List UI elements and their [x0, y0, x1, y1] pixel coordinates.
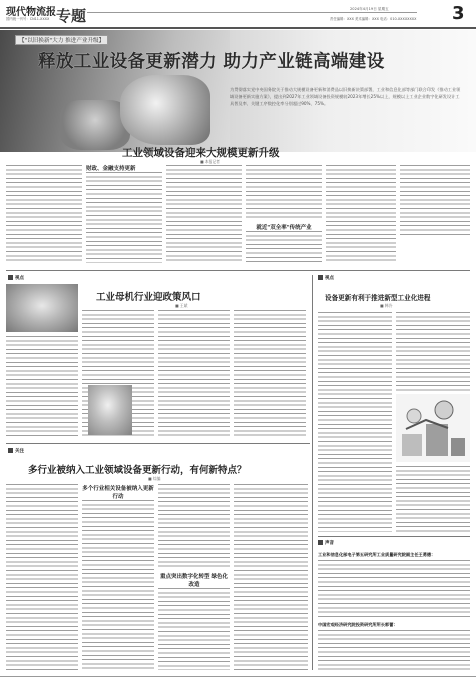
- editor-line: 责任编辑：XXX 美术编辑：XXX 电话：010-XXXXXXXX: [330, 17, 417, 21]
- main-article-subhead-1: 财政、金融支持更新: [86, 166, 136, 172]
- main-article-col-1: [6, 165, 82, 263]
- tag-square-icon-right: [318, 275, 323, 280]
- viewpoint-2-subhead-2: 重点突出数字化转型 绿色化改造: [160, 574, 228, 588]
- tag-square-icon-2: [8, 448, 13, 453]
- right-article-cartoon: [396, 394, 470, 462]
- voice-quote-2-text: [318, 630, 470, 672]
- viewpoint-2-col-2: [82, 500, 154, 670]
- viewpoint-2-byline: ■ 综编: [148, 476, 161, 481]
- main-article-byline: ■ 本报记者: [200, 159, 220, 164]
- viewpoint-2-col-3a: [158, 484, 230, 568]
- tag-square-icon-3: [318, 540, 323, 545]
- main-article-col-4b: [246, 231, 322, 263]
- hero-headline: 释放工业设备更新潜力 助力产业链高端建设: [38, 52, 385, 72]
- main-article-col-5: [326, 165, 396, 263]
- right-article-col-2b: [396, 466, 470, 532]
- voice-quote-2-speaker: 中国宏观经济研究院投资研究所所长郭蕾：: [318, 622, 398, 627]
- voice-quote-1-speaker: 工业和信息化部电子第五研究所工业质量研究院副主任王勇德：: [318, 552, 436, 557]
- hero-kicker: 【"以旧换新"大力 推进产业升级】: [15, 35, 108, 45]
- viewpoint-2-title: 多行业被纳入工业领域设备更新行动，有何新特点？: [28, 465, 247, 476]
- header-divider: [0, 27, 476, 29]
- viewpoint-1-col-1: [6, 336, 78, 436]
- section-divider-1: [6, 270, 470, 271]
- hero-photo-robot-arm: [120, 75, 210, 145]
- viewpoint-1-title: 工业母机行业迎政策风口: [96, 292, 201, 303]
- voice-quote-1-text: [318, 560, 470, 618]
- viewpoint-2-col-3b: [158, 588, 230, 670]
- section-divider-2: [6, 443, 310, 444]
- subline: 国内统一刊号：CN11-XXXX: [6, 17, 50, 21]
- viewpoint-tag: 视点: [15, 276, 24, 281]
- voice-tag: 声音: [325, 541, 334, 546]
- main-article-col-2: [86, 172, 162, 263]
- main-article-col-6: [400, 165, 470, 235]
- right-article-col-2a: [396, 312, 470, 392]
- section-title: 专题: [56, 7, 87, 25]
- right-article-byline: ■ 韩冷: [380, 303, 393, 308]
- main-article-subhead-2: 就近"双全率"传统产业: [256, 225, 312, 231]
- masthead: 现代物流报: [6, 7, 56, 18]
- right-article-col-1: [318, 312, 392, 532]
- issue-date: 2024年4月19日 星期五: [350, 7, 389, 11]
- viewpoint-2-col-1: [6, 484, 78, 670]
- viewpoint-1-col-4: [234, 310, 306, 436]
- focus-tag: 关注: [15, 449, 24, 454]
- viewpoint-1-col-3: [158, 310, 230, 436]
- viewpoint-1-byline: ■ 王斌: [175, 303, 188, 308]
- section-divider-3: [318, 536, 470, 537]
- viewpoint-1-inset-photo: [88, 385, 132, 435]
- viewpoint-2-subhead-1: 多个行业相关设备被纳入更新行动: [82, 486, 154, 500]
- hero-lead: 为贯彻落实党中央国务院关于推动大规模设备更新和消费品以旧换新决策部署，工业和信息化部等部门联合印发《推动工业领域设备更新实施方案》，提出到2027年工业领域设备投资规模较2023年增长25%以上，规模以上工业企业数字化研发设计工具普及率、关键工序数控化率分别超过90%、75%。: [230, 87, 461, 106]
- tag-square-icon: [8, 275, 13, 280]
- main-article-title: 工业领域设备迎来大规模更新升级: [122, 147, 280, 159]
- vertical-divider: [312, 275, 313, 670]
- viewpoint-1-photo: [6, 284, 78, 332]
- main-article-col-3: [166, 165, 242, 263]
- right-tag: 视点: [325, 276, 334, 281]
- right-article-title: 设备更新有利于推进新型工业化进程: [325, 294, 431, 302]
- viewpoint-2-col-4: [234, 484, 308, 670]
- page-number: 3: [452, 3, 465, 24]
- footer-rule: [0, 676, 476, 677]
- main-article-col-4: [246, 165, 322, 221]
- header-rule: [87, 12, 417, 13]
